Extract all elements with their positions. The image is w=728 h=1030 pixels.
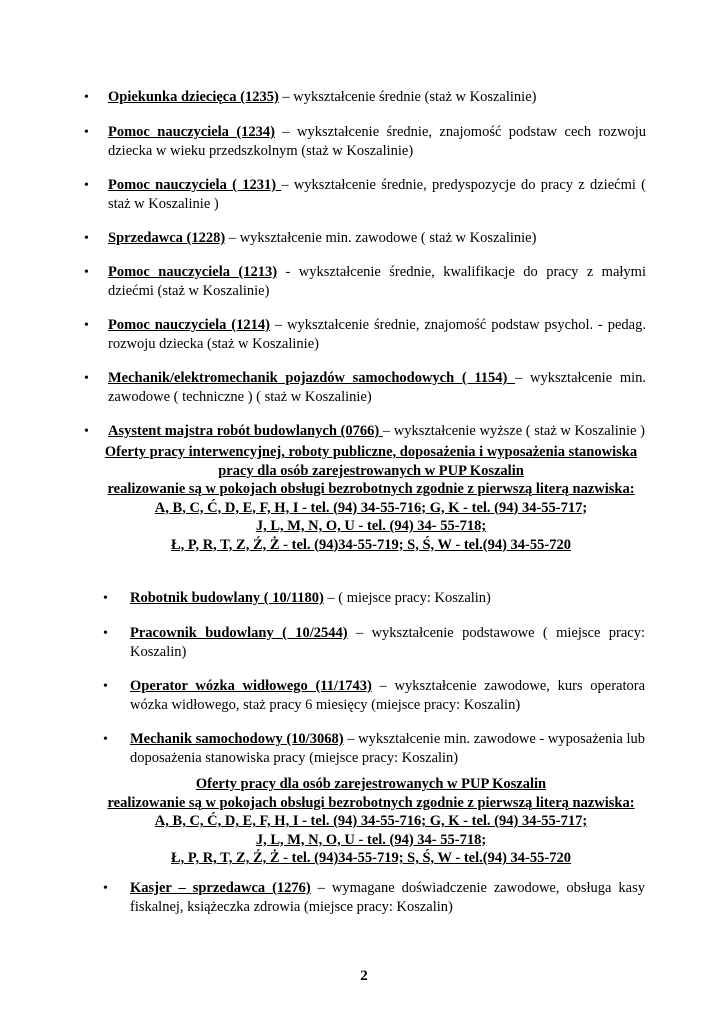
offer-details: – wykształcenie wyższe ( staż w Koszalinie ) [382,423,645,439]
offer-title: Robotnik budowlany ( 10/1180) [130,590,324,606]
header-line: A, B, C, Ć, D, E, F, H, I - tel. (94) 34-55-716; G, K - tel. (94) 34-55-717; [154,499,588,516]
offer-title: Sprzedawca (1228) [108,230,226,246]
bullet: • [103,732,108,747]
list-item [86,369,646,407]
offer-details: – wykształcenie min. zawodowe ( staż w Koszalinie) [225,230,537,246]
list-item [86,123,646,161]
offer-title: Opiekunka dziecięca (1235) [108,89,279,105]
bullet: • [84,265,89,280]
offer-details: – wymagane doświadczenie zawodowe, obsługa kasy fiskalnej, książeczka zdrowia (miejsce pracy: Koszalin) [130,880,645,915]
offer-title: Mechanik samochodowy (10/3068) [130,731,344,747]
offer-details: – wykształcenie podstawowe ( miejsce pracy: Koszalin) [130,625,645,660]
header-line: realizowanie są w pokojach obsługi bezrobotnych zgodnie z pierwszą literą nazwiska: [107,794,635,811]
list-item [86,422,646,441]
header-line: Ł, P, R, T, Z, Ź, Ż - tel. (94)34-55-719; S, Ś, W - tel.(94) 34-55-720 [171,850,571,866]
offer-title: Pomoc nauczyciela ( 1231) [108,177,282,193]
bullet: • [84,371,89,386]
bullet: • [103,881,108,896]
offer-title: Operator wózka widłowego (11/1743) [130,678,372,694]
offer-title: Pomoc nauczyciela (1234) [108,124,275,140]
offer-details: – wykształcenie zawodowe, kurs operatora wózka widłowego, staż pracy 6 miesięcy (miejsce pracy: Koszalin) [130,678,646,713]
offer-details: – wykształcenie min. zawodowe ( techniczne ) ( staż w Koszalinie) [108,370,646,405]
list-item [105,624,645,662]
list-item [105,879,645,917]
bullet: • [103,679,108,694]
header-line: J, L, M, N, O, U - tel. (94) 34- 55-718; [255,831,487,848]
list-item [86,229,646,248]
offer-details: - wykształcenie średnie, kwalifikacje do pracy z małymi dziećmi (staż w Koszalinie) [108,264,646,299]
offer-details: – wykształcenie średnie, predyspozycje do pracy z dziećmi ( staż w Koszalinie ) [108,177,646,212]
header-line: pracy dla osób zarejestrowanych w PUP Koszalin [218,462,524,479]
bullet: • [84,125,89,140]
registered-offers-list [105,879,645,917]
bullet: • [84,231,89,246]
list-item [105,730,645,768]
bullet: • [103,591,108,606]
list-item [86,176,646,214]
offer-title: Kasjer – sprzedawca (1276) [130,880,311,896]
offer-title: Pracownik budowlany ( 10/2544) [130,625,348,641]
bullet: • [84,318,89,333]
list-item [86,88,646,107]
header-line: A, B, C, Ć, D, E, F, H, I - tel. (94) 34-55-716; G, K - tel. (94) 34-55-717; [154,813,588,829]
intervention-offers-list [105,589,645,768]
offer-details: – wykształcenie średnie, znajomość podstaw cech rozwoju dziecka w wieku przedszkolnym (staż w Koszalinie) [108,124,646,159]
bullet: • [103,626,108,641]
section-header-intervention-offers [86,443,656,554]
offer-title: Mechanik/elektromechanik pojazdów samochodowych ( 1154) [108,370,516,386]
list-item [86,316,646,354]
header-line: Oferty pracy interwencyjnej, roboty publiczne, doposażenia i wyposażenia stanowiska [104,444,638,460]
bullet: • [84,424,89,439]
internship-offers-list [86,88,646,441]
header-line: Oferty pracy dla osób zarejestrowanych w PUP Koszalin [195,776,547,792]
offer-title: Pomoc nauczyciela (1214) [108,317,270,333]
bullet: • [84,90,89,105]
header-line: J, L, M, N, O, U - tel. (94) 34- 55-718; [255,518,487,534]
list-item [105,677,645,715]
list-item [105,589,645,608]
header-line: Ł, P, R, T, Z, Ź, Ż - tel. (94)34-55-719; S, Ś, W - tel.(94) 34-55-720 [171,536,571,553]
header-line: realizowanie są w pokojach obsługi bezrobotnych zgodnie z pierwszą literą nazwiska: [107,481,635,497]
section-header-registered-offers [86,775,656,868]
list-item [86,263,646,301]
bullet: • [84,178,89,193]
offer-title: Asystent majstra robót budowlanych (0766) [108,423,383,439]
offer-title: Pomoc nauczyciela (1213) [108,264,278,280]
offer-details: – wykształcenie min. zawodowe - wyposażenia lub doposażenia stanowiska pracy (miejsce pracy: Koszalin) [130,731,645,766]
offer-details: – wykształcenie średnie (staż w Koszalinie) [278,89,537,105]
offer-details: – wykształcenie średnie, znajomość podstaw psychol. - pedag. rozwoju dziecka (staż w Koszalinie) [108,317,646,352]
offer-details: – ( miejsce pracy: Koszalin) [323,590,491,606]
page-number: 2 [360,968,368,984]
